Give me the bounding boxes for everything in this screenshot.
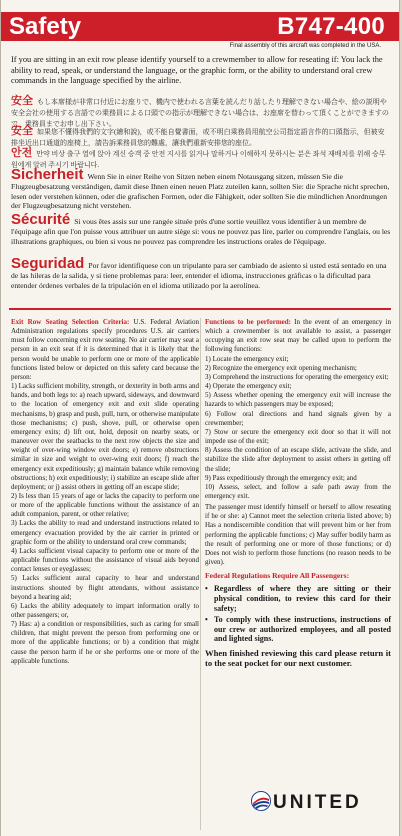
functions-intro-text: In the event of an emergency in which a crewmember is not available to assist, a passenger occupying an exit row seat may be called upon to perform the following functions: xyxy=(205,318,391,354)
spanish-label: Seguridad xyxy=(11,255,85,272)
united-logo xyxy=(251,788,391,816)
french-section xyxy=(11,211,391,246)
function-item: 8) Assess the condition of an escape slide, activate the slide, and stabilize the slide after deployment to assist others in getting off the slide; xyxy=(205,446,391,473)
safety-title: Safety xyxy=(9,13,82,40)
criteria-item: 6) Lacks the ability adequately to impart information orally to other passengers; or, xyxy=(11,601,199,619)
chinese-label: 安全 xyxy=(11,125,33,137)
german-label: Sicherheit xyxy=(11,166,84,183)
closing-text: When finished reviewing this card please return it to the seat pocket for our next customer. xyxy=(205,647,391,669)
functions-heading: Functions to be performed: xyxy=(205,318,292,326)
japanese-section xyxy=(11,97,391,129)
reseating-text: The passenger must identify himself or herself to allow reseating if he or she: a) Cannot meet the selection criteria listed above; b) Has a nondiscernible condition that will prevent him or her from performing the applicable functions; c) May suffer bodily harm as the result of performing one or more of those functions; or d) Does not wish to perform those functions (no reason needs to be given). xyxy=(205,503,391,567)
french-label: Sécurité xyxy=(11,211,71,228)
united-tulip-logo-icon xyxy=(251,791,271,811)
korean-label: 안전 xyxy=(11,147,33,159)
function-item: 10) Assess, select, and follow a safe path away from the emergency exit. xyxy=(205,482,391,500)
criteria-intro xyxy=(11,318,199,382)
french-text: Si vous êtes assis sur une rangée située près d'une sortie veuillez vous identifier à un membre de l'équipage afin que l'on puisse vous attribuer un autre siège si: vous ne pouvez pas lire, parler ou comprendre l'anglais, ou les illustrations graphiques, ou bien si vous ne pouvez pas comprendre les instructions orales de l'équipage. xyxy=(11,217,391,246)
criteria-column xyxy=(11,318,199,666)
functions-column xyxy=(205,318,391,678)
german-text: Wenn Sie in einer Reihe von Sitzen neben einem Notausgang sitzen, müssen Sie die Flugzeugbesatzung verständigen, damit diese Ihnen einen neuen Platz zuteilen kann, sollten Sie: die Sprache nicht sprechen, lesen oder verstehen können, oder die grafischen Formen, oder die Fähigkeit, oder sollten Sie die mündlichen Anordnungen der Flugzeugbesatzung nicht verstehen. xyxy=(11,172,390,211)
function-item: 9) Pass expeditiously through the emergency exit; and xyxy=(205,473,357,482)
japanese-text: もし本席様が非常口付近にお座りで、機内で使われる言葉を読んだり話したり理解できない場合や、絵の説明や安全会社の使用する言語での乗務員による口頭での指示が理解できない場合は、お座席を替わって頂くことができますので、乗務員までお申し出下さい。 xyxy=(11,98,389,128)
japanese-label: 安全 xyxy=(11,95,33,107)
united-wordmark: UNITED xyxy=(273,792,362,813)
criteria-item: 5) Lacks sufficient aural capacity to hear and understand instructions shouted by flight attendants, without assistance beyond a hearing aid; xyxy=(11,574,199,601)
criteria-item: 7) Has: a) a condition or responsibilities, such as caring for small children, that might prevent the person from performing one or more of the applicable functions; or b) a condition that might cause the person harm if he or she performs one or more of the applicable functions. xyxy=(11,620,199,665)
function-item: 6) Follow oral directions and hand signals given by a crewmember; xyxy=(205,409,391,427)
criteria-heading: Exit Row Seating Selection Criteria: xyxy=(11,318,130,326)
functions-intro xyxy=(205,318,391,355)
spanish-section xyxy=(11,255,391,290)
assembly-note: Final assembly of this aircraft was completed in the USA. xyxy=(229,43,381,49)
criteria-item: 2) Is less than 15 years of age or lacks the capacity to perform one or more of the applicable functions without the assistance of an adult companion, parent, or other relative; xyxy=(11,491,199,519)
aircraft-model: B747-400 xyxy=(277,13,385,40)
function-item: 2) Recognize the emergency exit opening mechanism; xyxy=(205,363,357,372)
english-intro: If you are sitting in an exit row please identify yourself to a crewmember to allow for reseating if: You lack the ability to read, speak, or understand the language, or the graphic form, or the ability to understand oral crew commands in the language specified by the airline. xyxy=(11,55,383,85)
header-bar xyxy=(1,12,399,41)
german-section xyxy=(11,166,391,211)
requirements-heading: Federal Regulations Require All Passengers: xyxy=(205,571,350,581)
function-item: 3) Comprehend the instructions for operating the emergency exit; xyxy=(205,372,389,381)
korean-text: 만약 비상 출구 열에 앉아 계신 승객 중 안전 지시를 읽거나 말하거나 이해하지 못하시는 분은 좌석 재배치를 위해 승무원에게 알려 주시기 바랍니다. xyxy=(11,150,386,169)
criteria-item: 4) Lacks sufficient visual capacity to perform one or more of the applicable functions without the assistance of visual aids beyond contact lenses or eyeglasses; xyxy=(11,546,199,574)
spanish-text: Por favor identifíquese con un tripulante para ser cambiado de asiento si usted está sentado en una de las hileras de la salida, y si tiene problemas para: leer, entender el idioma, instrucciones gráficas o la dificultad para entender órdenes verbales de la tripulación en el idioma utilizado por la aerolínea. xyxy=(11,261,387,290)
criteria-item: 3) Lacks the ability to read and understand instructions related to emergency evacuation provided by the air carrier in printed or graphic form or the ability to understand oral crew commands; xyxy=(11,519,199,546)
chinese-section xyxy=(11,127,391,149)
function-item: 1) Locate the emergency exit; xyxy=(205,354,289,363)
function-item: 7) Stow or secure the emergency exit door so that it will not impede use of the exit; xyxy=(205,427,391,446)
criteria-item: 1) Lacks sufficient mobility, strength, or dexterity in both arms and hands, and both legs to: a) reach upward, sideways, and downward to the location of emergency exit and exit slide operating mechanisms, b) grasp and push, pull, turn, or otherwise manipulate those mechanisms; c) push, shove, pull, or otherwise open emergency exits; d) lift out, hold, deposit on nearby seats, or maneuver over the seatbacks to the next row objects the size and weight of over-wing window exit doors; e) remove obstructions similar in size and weight to over-wing exit doors; f) reach the emergency exit expeditiously; g) maintain balance while removing obstructions; h) exit expeditiously; i) stabilize an escape slide after deployment; or j) assist others in getting off an escape slide; xyxy=(11,382,199,491)
section-divider xyxy=(9,308,391,310)
requirements-list xyxy=(205,584,391,644)
criteria-intro-text: U.S. Federal Aviation Administration regulations specify procedures U.S. air carriers must follow concerning exit row seating. No air carrier may seat a person in an exit seat if it is determined that it is likely that the person would be unable to perform one or more of the applicable functions listed below or depicted on this safety card because the person: xyxy=(11,318,199,381)
column-divider xyxy=(200,318,201,830)
requirement-item: • To comply with these instructions, instructions of our crew or authorized employees, and all posted and lighted signs. xyxy=(205,615,391,644)
function-item: 4) Operate the emergency exit; xyxy=(205,382,292,391)
function-item: 5) Assess whether opening the emergency exit will increase the hazards to which passengers may be exposed; xyxy=(205,391,391,409)
requirement-item: • Regardless of where they are sitting or their physical condition, to review this card for their safety; xyxy=(205,584,391,613)
chinese-text: 如果您不懂得我們的文字(繪和說)，或不能自覺書面，或不明白乘務員用航空公司指定語言作的口頭指示，但被安排坐近出口通道的座椅上，請告訴乘務員您的難處，讓我們重新安排您的座位。 xyxy=(11,128,385,147)
